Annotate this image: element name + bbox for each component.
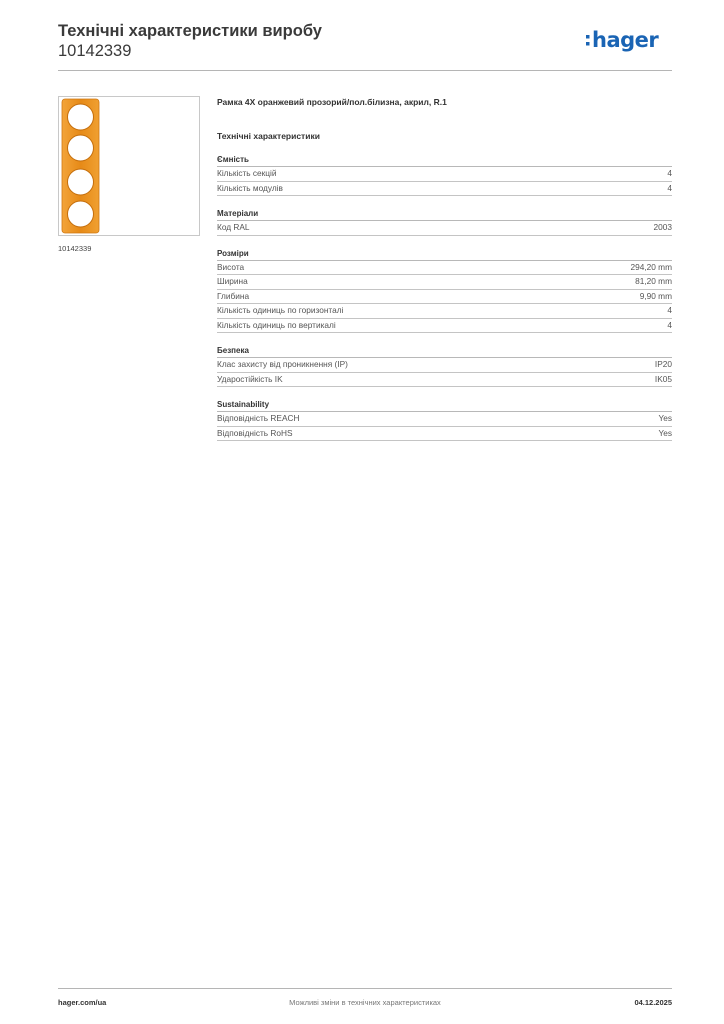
spec-row (217, 373, 672, 388)
spec-label: Глибина (217, 290, 250, 301)
spec-value: 2003 (653, 222, 672, 232)
spec-label: Кількість одиниць по вертикалі (217, 319, 336, 330)
spec-value: 9,90 mm (639, 290, 672, 301)
spec-label: Кількість модулів (217, 182, 283, 193)
spec-row (217, 304, 672, 319)
spec-label: Кількість секцій (217, 168, 277, 178)
spec-value: Yes (658, 427, 672, 438)
spec-group (217, 207, 672, 236)
spec-row (217, 275, 672, 290)
spec-label: Кількість одиниць по горизонталі (217, 305, 344, 315)
page-header (58, 18, 672, 71)
spec-groups (217, 153, 672, 441)
product-name: Рамка 4X оранжевий прозорий/пол.білизна, акрил, R.1 (217, 97, 447, 107)
svg-text:hager: hager (592, 28, 659, 52)
spec-label: Відповідність RoHS (217, 427, 293, 438)
document-article-number: 10142339 (58, 42, 132, 60)
spec-value: 81,20 mm (635, 276, 672, 286)
footer-date: 04.12.2025 (634, 998, 672, 1007)
spec-row (217, 412, 672, 427)
spec-group-title: Ємність (217, 153, 672, 167)
spec-group-title: Розміри (217, 247, 672, 261)
spec-value: 4 (667, 182, 672, 193)
spec-label: Код RAL (217, 222, 250, 232)
document-title: Технічні характеристики виробу (58, 22, 322, 40)
frame-illustration (59, 97, 199, 235)
spec-label: Клас захисту від проникнення (IP) (217, 359, 348, 369)
spec-value: 4 (667, 168, 672, 178)
spec-group (217, 398, 672, 441)
spec-value: 4 (667, 319, 672, 330)
spec-label: Висота (217, 261, 245, 272)
spec-group-title: Матеріали (217, 207, 672, 221)
spec-group (217, 153, 672, 196)
hager-logo (586, 26, 672, 54)
specs-section-title: Технічні характеристики (217, 131, 320, 141)
spec-row (217, 261, 672, 276)
spec-row (217, 182, 672, 197)
spec-value: IP20 (654, 359, 672, 369)
spec-group (217, 247, 672, 334)
spec-group-title: Sustainability (217, 398, 672, 412)
spec-content (217, 96, 672, 441)
spec-row (217, 427, 672, 442)
spec-value: 4 (667, 305, 672, 315)
spec-row (217, 290, 672, 305)
spec-label: Ширина (217, 276, 248, 286)
spec-row (217, 221, 672, 236)
spec-value: 294,20 mm (630, 261, 672, 272)
spec-label: Ударостійкість IK (217, 373, 283, 384)
spec-value: IK05 (654, 373, 672, 384)
spec-group (217, 344, 672, 387)
footer-website: hager.com/ua (58, 998, 107, 1007)
spec-value: Yes (658, 413, 672, 423)
footer-note: Можливі зміни в технічних характеристиках (289, 998, 441, 1007)
spec-label: Відповідність REACH (217, 413, 300, 423)
spec-row (217, 319, 672, 334)
image-caption: 10142339 (58, 244, 92, 253)
spec-row (217, 358, 672, 373)
spec-group-title: Безпека (217, 344, 672, 358)
spec-row (217, 167, 672, 182)
product-image (58, 96, 200, 236)
page-footer (58, 988, 672, 1010)
